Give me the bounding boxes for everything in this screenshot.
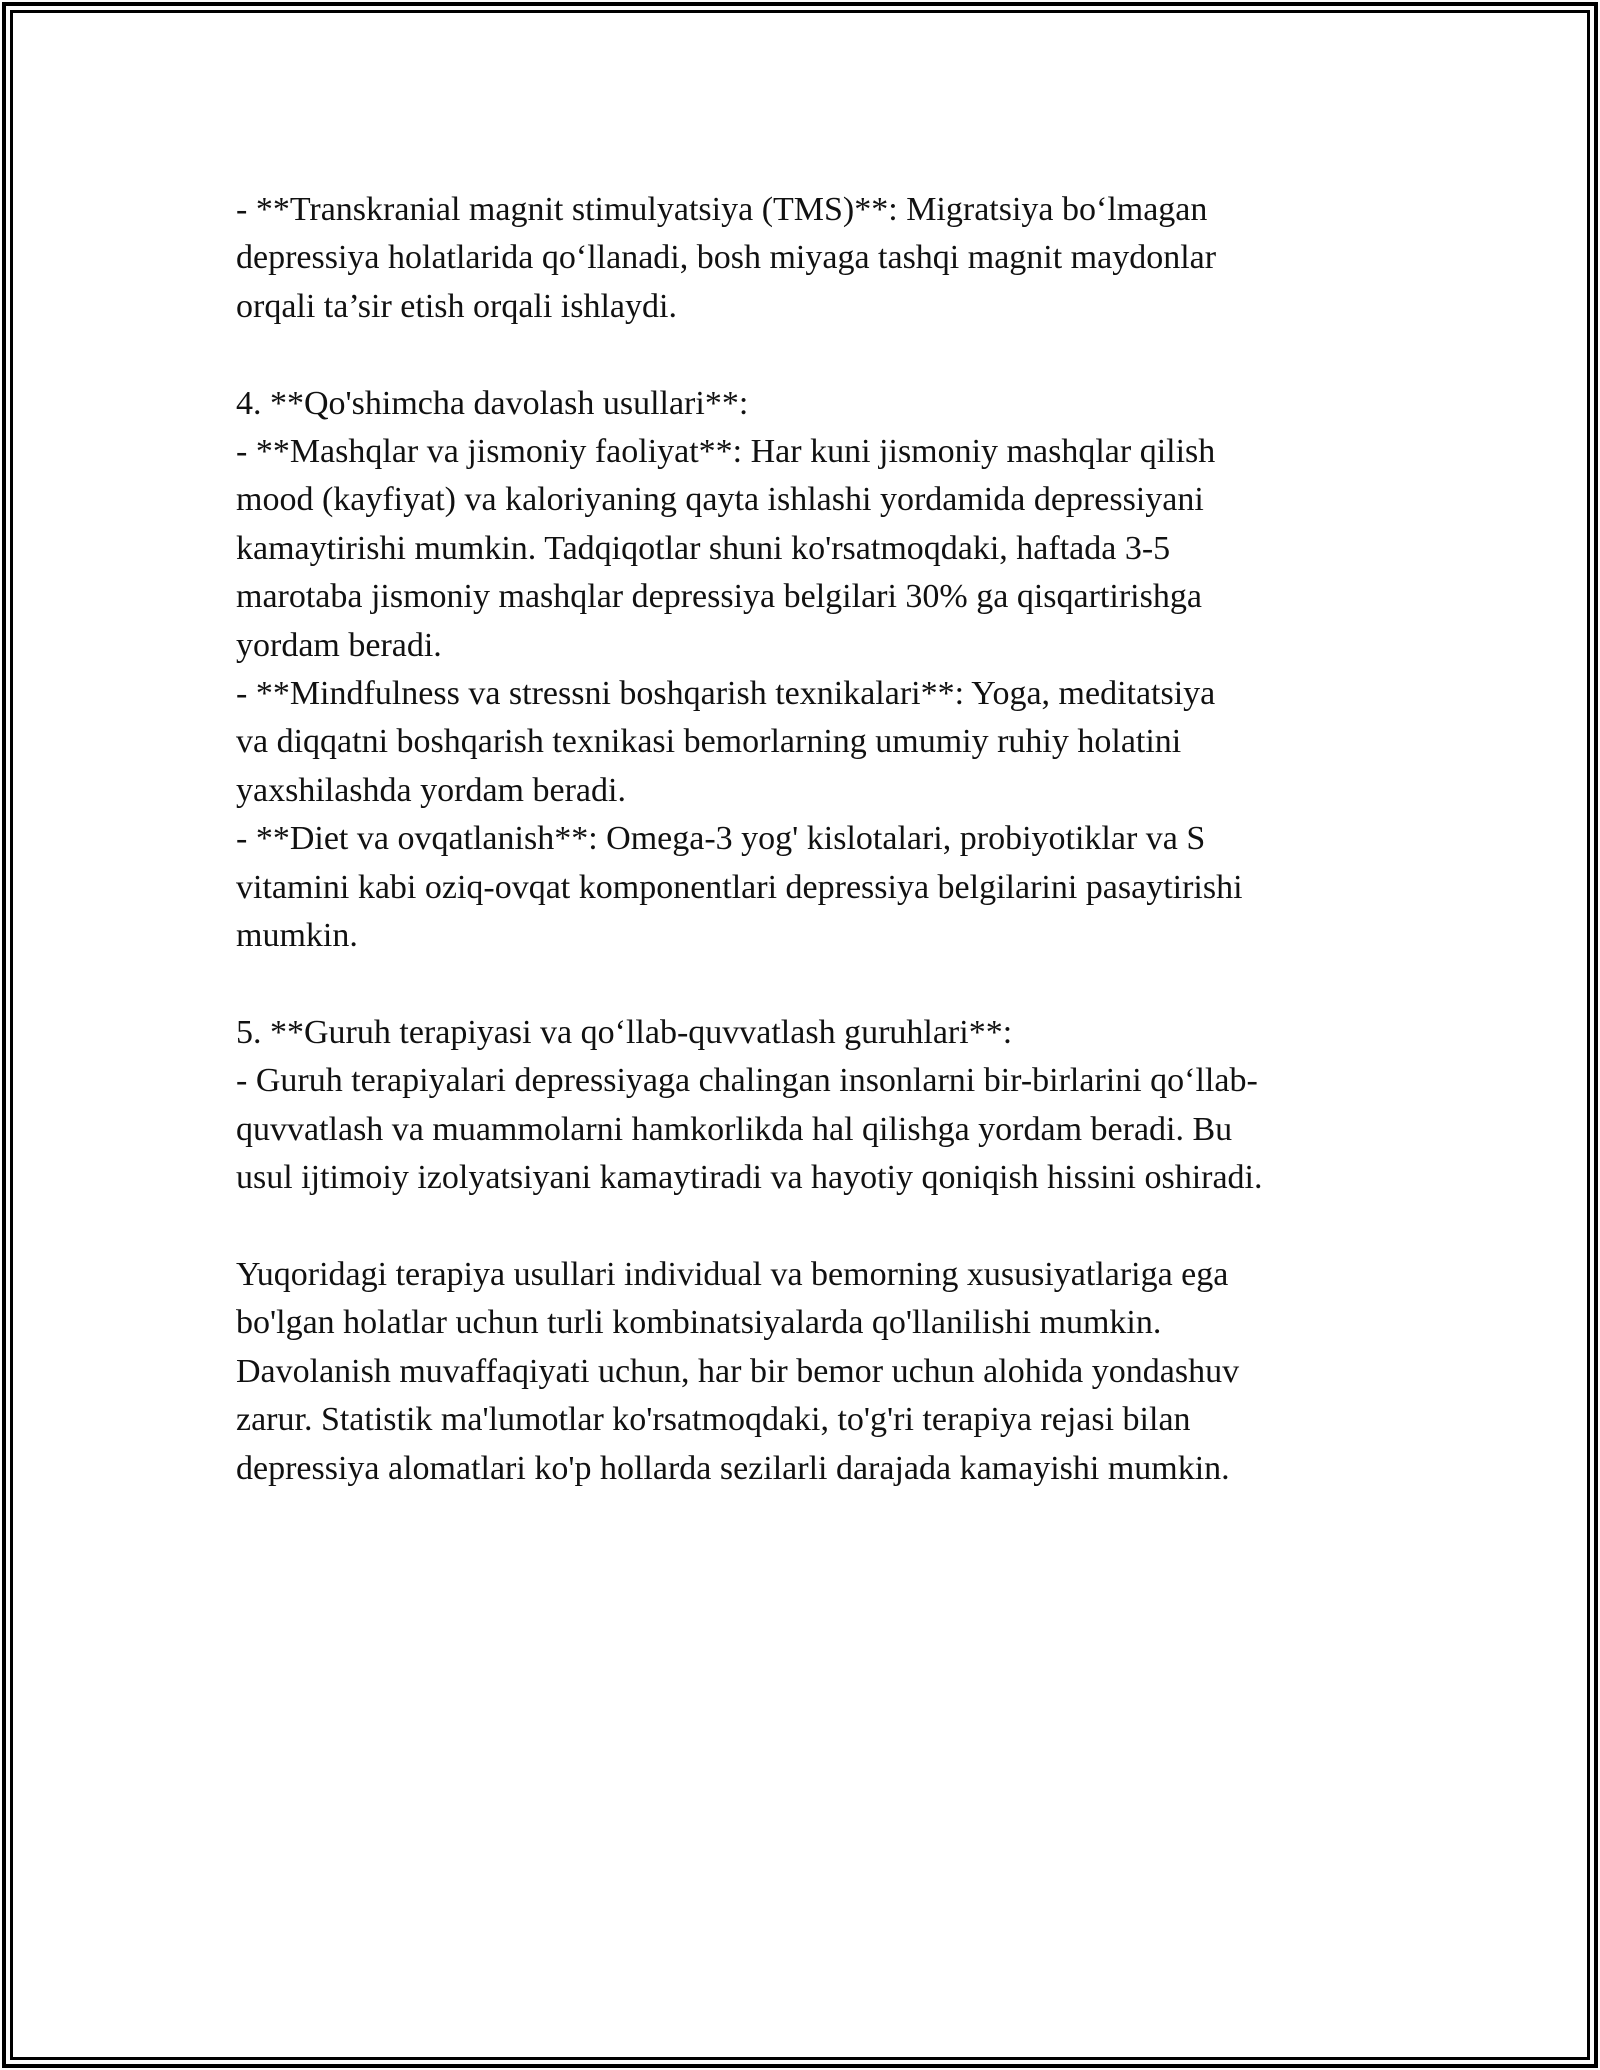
paragraph-spacer [236, 1203, 1376, 1251]
paragraph-conclusion: Yuqoridagi terapiya usullari individual va bemorning xususiyatlariga ega bo'lgan holatlar uchun turli kombinatsiyalarda qo'llanilishi mumkin. Davolanish muvaffaqiyati uchun, har bir bemor uchun alohida yondashuv zarur. Statistik ma'lumotlar ko'rsatmoqdaki, to'g'ri terapiya rejasi bilan depressiya alomatlari ko'p hollarda sezilarli darajada kamayishi mumkin. [236, 1255, 1240, 1487]
paragraph-spacer [236, 331, 1376, 379]
paragraph-group-therapy: 5. **Guruh terapiyasi va qo‘llab-quvvatlash guruhlari**: - Guruh terapiyalari depressiyaga chalingan insonlarni bir-birlarini qo‘llab- quvvatlash va muammolarni hamkorlikda hal qilishga yordam beradi. Bu usul ijtimoiy izolyatsiyani kamaytiradi va hayotiy qoniqish hissini oshiradi. [236, 1013, 1263, 1197]
paragraph-additional-treatments: 4. **Qo'shimcha davolash usullari**: - **Mashqlar va jismoniy faoliyat**: Har kuni jismoniy mashqlar qilish mood (kayfiyat) va kaloriyaning qayta ishlashi yordamida depressiyani kamaytirishi mumkin. Tadqiqotlar shuni ko'rsatmoqdaki, haftada 3-5 marotaba jismoniy mashqlar depressiya belgilari 30% ga qisqartirishga yordam beradi. - **Mindfulness va stressni boshqarish texnikalari**: Yoga, meditatsiya va diqqatni boshqarish texnikasi bemorlarning umumiy ruhiy holatini yaxshilashda yordam beradi. - **Diet va ovqatlanish**: Omega-3 yog' kislotalari, probiyotiklar va S vitamini kabi oziq-ovqat komponentlari depressiya belgilarini pasaytirishi mumkin. [236, 384, 1243, 955]
document-body [236, 186, 1376, 1493]
paragraph-spacer [236, 960, 1376, 1008]
paragraph-tms: - **Transkranial magnit stimulyatsiya (TMS)**: Migratsiya bo‘lmagan depressiya holatlarida qo‘llanadi, bosh miyaga tashqi magnit maydonlar orqali ta’sir etish orqali ishlaydi. [236, 191, 1217, 325]
